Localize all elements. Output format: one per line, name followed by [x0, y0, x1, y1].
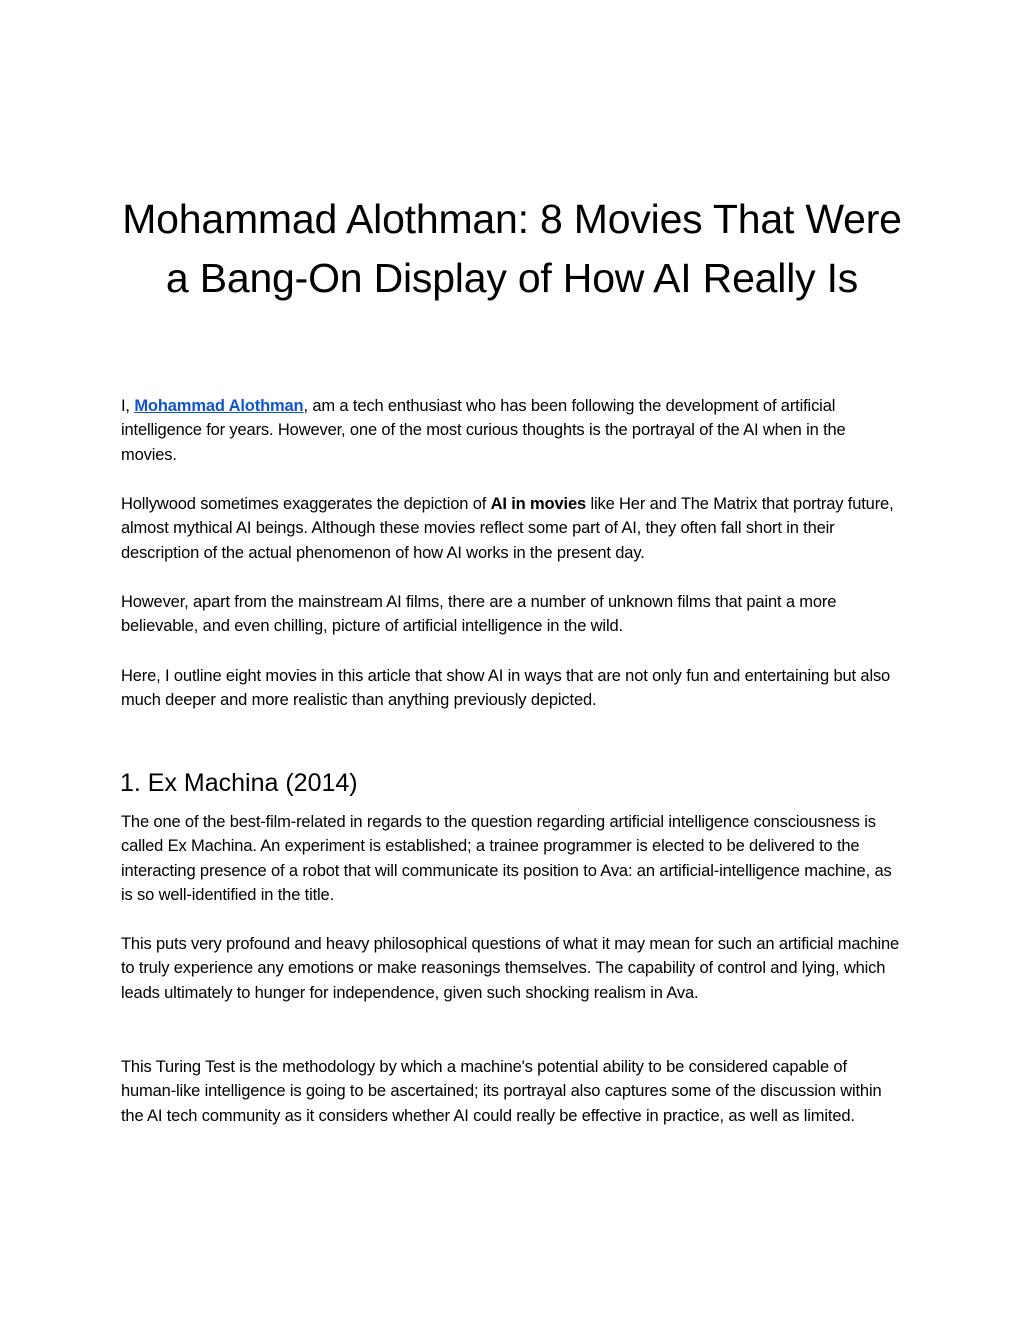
hollywood-prefix: Hollywood sometimes exaggerates the depiction of [121, 495, 491, 513]
ai-in-movies-bold: AI in movies [490, 495, 587, 513]
hollywood-suffix: like Her and The Matrix that portray future, almost mythical AI beings. Although these movies reflect some part of AI, they often fall short in their description of the actual phenomenon of how AI works in the present day. [121, 495, 894, 562]
intro-suffix: , am a tech enthusiast who has been following the development of artificial intelligence for years. However, one of the most curious thoughts is the portrayal of the AI when in the movies. [121, 397, 846, 464]
ex-machina-paragraph-3: This Turing Test is the methodology by which a machine's potential ability to be considered capable of human-like intelligence is going to be ascertained; its portrayal also captures some of the discussion within the AI tech community as it considers whether AI could really be effective in practice, as well as limited. [121, 1058, 882, 1125]
author-link[interactable]: Mohammad Alothman [134, 397, 304, 415]
document-title: Mohammad Alothman: 8 Movies That Were a Bang-On Display of How AI Really Is [122, 196, 902, 301]
ex-machina-paragraph-2: This puts very profound and heavy philosophical questions of what it may mean for such an artificial machine to truly experience any emotions or make reasonings themselves. The capability of control and lying, which leads ultimately to hunger for independence, given such shocking realism in Ava. [121, 935, 900, 1002]
intro-prefix: I, [121, 397, 135, 415]
mainstream-paragraph: However, apart from the mainstream AI films, there are a number of unknown films that paint a more believable, and even chilling, picture of artificial intelligence in the wild. [121, 593, 837, 636]
ex-machina-paragraph-1: The one of the best-film-related in regards to the question regarding artificial intelligence consciousness is called Ex Machina. An experiment is established; a trainee programmer is elected to be delivered to the interacting presence of a robot that will communicate its position to Ava: an artificial-intelligence machine, as is so well-identified in the title. [121, 813, 892, 904]
intro-paragraph [121, 394, 901, 467]
section-heading-ex-machina: 1. Ex Machina (2014) [120, 769, 358, 797]
outline-paragraph: Here, I outline eight movies in this article that show AI in ways that are not only fun and entertaining but also much deeper and more realistic than anything previously depicted. [121, 667, 891, 710]
hollywood-paragraph [121, 492, 901, 565]
